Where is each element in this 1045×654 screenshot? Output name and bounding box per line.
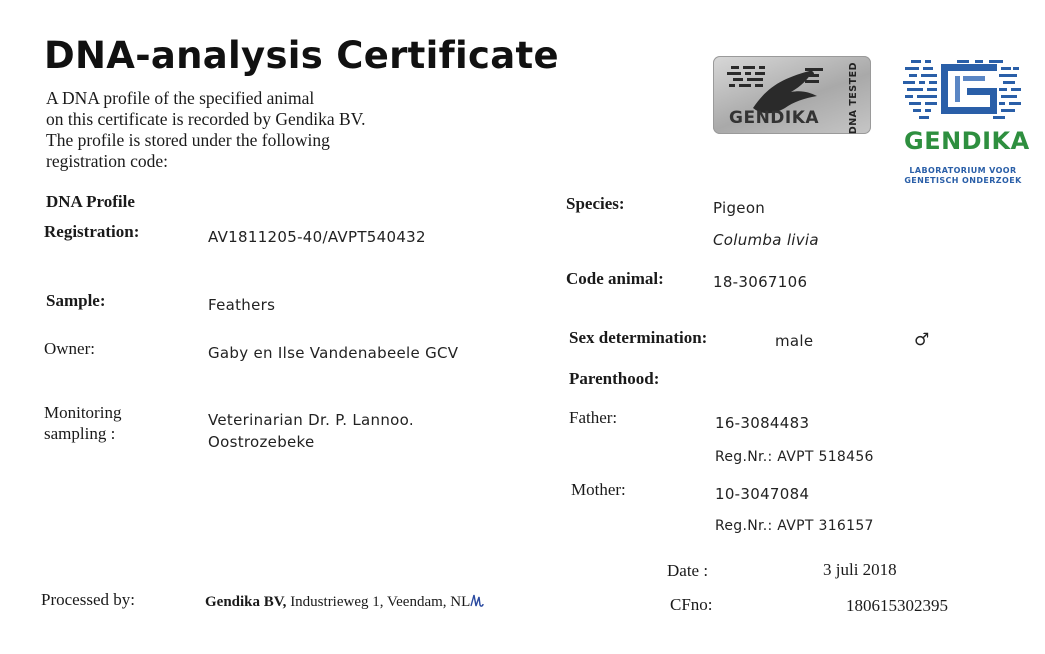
sample-label: Sample: [46,291,106,310]
father-reg-number: Reg.Nr.: AVPT 518456 [715,449,874,465]
species-label: Species: [566,194,625,213]
monitoring-label-line-2: sampling : [44,424,116,443]
registration-label: Registration: [44,222,140,241]
dna-tested-seal [713,56,871,134]
processed-address: Industrieweg 1, Veendam, NL [286,594,471,610]
species-latin-name: Columba livia [713,231,819,249]
processed-by-label: Processed by: [41,590,135,609]
male-symbol-icon: ♂ [914,330,930,350]
date-value: 3 juli 2018 [823,560,897,579]
gendika-logo-icon [903,58,1023,127]
logo-subtitle-line-1: LABORATORIUM VOOR [909,166,1017,175]
intro-line-4: registration code: [46,151,168,171]
father-label: Father: [569,408,618,427]
intro-line-1: A DNA profile of the specified animal [46,88,315,108]
certificate-title: DNA-analysis Certificate [44,34,559,77]
mother-label: Mother: [571,480,626,499]
parenthood-label: Parenthood: [569,369,660,388]
owner-value: Gaby en Ilse Vandenabeele GCV [208,344,459,362]
date-label: Date : [667,561,709,580]
mother-value: 10-3047084 [715,485,810,503]
registration-value: AV1811205-40/AVPT540432 [208,228,426,246]
seal-tested-text: DNA TESTED [848,62,859,134]
monitoring-value-line-2: Oostrozebeke [208,433,315,451]
sex-value: male [775,332,814,350]
gendika-logo-name: GENDIKA [904,127,1030,155]
logo-subtitle-line-2: GENETISCH ONDERZOEK [904,176,1022,185]
father-value: 16-3084483 [715,414,810,432]
species-value: Pigeon [713,199,766,217]
owner-label: Owner: [44,339,95,358]
code-animal-label: Code animal: [566,269,664,288]
intro-line-2: on this certificate is recorded by Gendika BV. [46,109,366,129]
monitoring-value-line-1: Veterinarian Dr. P. Lannoo. [208,411,414,429]
gendika-logo-subtitle [904,166,1022,186]
processed-by-value [205,593,484,611]
cfno-label: CFno: [670,595,713,614]
sex-determination-label: Sex determination: [569,328,708,347]
sample-value: Feathers [208,296,276,314]
seal-brand-text: GENDIKA [729,108,820,128]
dna-profile-heading: DNA Profile [46,192,135,211]
cfno-value: 180615302395 [846,596,948,615]
monitoring-label-line-1: Monitoring [44,403,122,422]
processed-company: Gendika BV, [205,594,287,610]
code-animal-value: 18-3067106 [713,273,808,291]
intro-line-3: The profile is stored under the following [46,130,330,150]
signature-mark-icon [470,593,484,609]
mother-reg-number: Reg.Nr.: AVPT 316157 [715,518,874,534]
